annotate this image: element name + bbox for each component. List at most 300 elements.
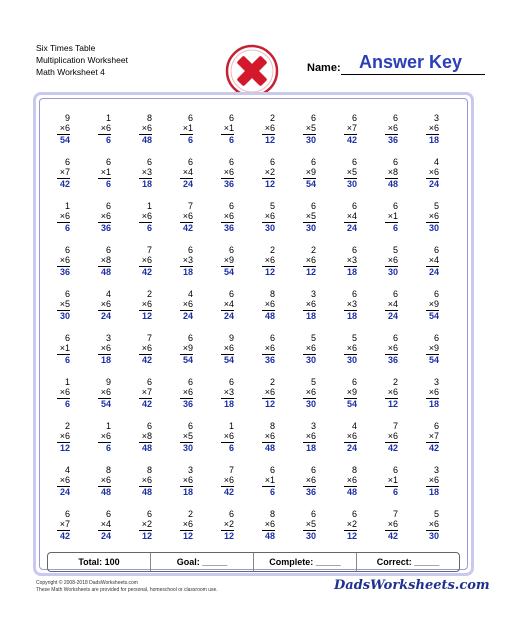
multiplicand: 8 bbox=[105, 465, 111, 475]
multiplicand: 4 bbox=[187, 289, 193, 299]
problem-row bbox=[41, 157, 451, 201]
multiplicand: 6 bbox=[392, 201, 398, 211]
multiplicand: 9 bbox=[64, 113, 70, 123]
problem-row bbox=[41, 377, 451, 421]
problem bbox=[328, 113, 369, 157]
multiplicand: 6 bbox=[228, 201, 234, 211]
multiplicand: 4 bbox=[433, 157, 439, 167]
problem bbox=[328, 333, 369, 377]
problem bbox=[246, 509, 287, 553]
answer: 42 bbox=[223, 487, 234, 497]
total-cell: Total: 100 bbox=[48, 553, 151, 571]
problem bbox=[287, 465, 328, 509]
multiplicand: 6 bbox=[310, 113, 316, 123]
problem bbox=[123, 377, 164, 421]
multiplicand: 6 bbox=[64, 157, 70, 167]
answer: 6 bbox=[269, 487, 275, 497]
multiplicand: 1 bbox=[105, 113, 111, 123]
brand-logo: DadsWorksheets.com bbox=[334, 578, 490, 593]
multiplier: ×2 bbox=[141, 519, 152, 529]
problem bbox=[123, 113, 164, 157]
multiplier: ×3 bbox=[223, 387, 234, 397]
answer: 6 bbox=[64, 399, 70, 409]
problem bbox=[41, 245, 82, 289]
answer: 54 bbox=[100, 399, 111, 409]
multiplier: ×6 bbox=[387, 519, 398, 529]
problem bbox=[205, 245, 246, 289]
answer: 30 bbox=[305, 399, 316, 409]
problem bbox=[82, 421, 123, 465]
multiplicand: 6 bbox=[392, 465, 398, 475]
problem bbox=[246, 113, 287, 157]
multiplicand: 6 bbox=[351, 289, 357, 299]
multiplicand: 6 bbox=[269, 333, 275, 343]
answer: 6 bbox=[105, 179, 111, 189]
multiplier: ×6 bbox=[182, 475, 193, 485]
answer: 42 bbox=[141, 355, 152, 365]
multiplicand: 6 bbox=[146, 377, 152, 387]
multiplier: ×8 bbox=[387, 167, 398, 177]
problem bbox=[82, 245, 123, 289]
answer: 18 bbox=[223, 399, 234, 409]
problem bbox=[41, 289, 82, 333]
answer: 48 bbox=[264, 311, 275, 321]
problem bbox=[205, 113, 246, 157]
copyright-notice bbox=[36, 580, 218, 594]
problem bbox=[410, 289, 451, 333]
answer: 30 bbox=[305, 223, 316, 233]
problem bbox=[164, 289, 205, 333]
multiplicand: 7 bbox=[146, 245, 152, 255]
multiplicand: 6 bbox=[228, 509, 234, 519]
multiplicand: 9 bbox=[228, 333, 234, 343]
name-underline bbox=[341, 74, 485, 75]
multiplier: ×6 bbox=[264, 387, 275, 397]
multiplicand: 5 bbox=[269, 201, 275, 211]
answer: 6 bbox=[64, 355, 70, 365]
multiplicand: 6 bbox=[228, 157, 234, 167]
multiplier: ×6 bbox=[387, 123, 398, 133]
multiplicand: 6 bbox=[269, 157, 275, 167]
multiplier: ×6 bbox=[264, 255, 275, 265]
answer: 18 bbox=[428, 135, 439, 145]
problem bbox=[164, 421, 205, 465]
problem bbox=[164, 465, 205, 509]
answer: 12 bbox=[264, 179, 275, 189]
multiplicand: 5 bbox=[433, 509, 439, 519]
answer: 54 bbox=[182, 355, 193, 365]
multiplicand: 8 bbox=[269, 509, 275, 519]
answer: 18 bbox=[182, 487, 193, 497]
multiplicand: 6 bbox=[351, 201, 357, 211]
problem bbox=[328, 377, 369, 421]
multiplicand: 6 bbox=[433, 289, 439, 299]
multiplicand: 5 bbox=[310, 333, 316, 343]
problem bbox=[205, 509, 246, 553]
usage-line: These Math Worksheets are provided for personal, homeschool or classroom use. bbox=[36, 587, 218, 593]
multiplier: ×2 bbox=[346, 519, 357, 529]
multiplier: ×4 bbox=[182, 167, 193, 177]
multiplier: ×6 bbox=[100, 299, 111, 309]
multiplicand: 6 bbox=[351, 113, 357, 123]
multiplicand: 1 bbox=[146, 201, 152, 211]
multiplier: ×6 bbox=[264, 519, 275, 529]
answer: 42 bbox=[141, 267, 152, 277]
problem bbox=[205, 377, 246, 421]
multiplicand: 6 bbox=[187, 421, 193, 431]
problem bbox=[41, 113, 82, 157]
problem bbox=[328, 509, 369, 553]
multiplier: ×6 bbox=[428, 167, 439, 177]
answer: 24 bbox=[223, 311, 234, 321]
multiplicand: 6 bbox=[187, 377, 193, 387]
multiplier: ×1 bbox=[59, 343, 70, 353]
problem bbox=[410, 465, 451, 509]
multiplier: ×6 bbox=[305, 255, 316, 265]
multiplier: ×9 bbox=[346, 387, 357, 397]
multiplicand: 6 bbox=[105, 509, 111, 519]
problem bbox=[328, 245, 369, 289]
answer: 18 bbox=[428, 399, 439, 409]
problem bbox=[164, 201, 205, 245]
multiplier: ×6 bbox=[305, 299, 316, 309]
answer: 24 bbox=[100, 311, 111, 321]
answer: 12 bbox=[264, 135, 275, 145]
multiplier: ×6 bbox=[428, 387, 439, 397]
multiplier: ×1 bbox=[223, 123, 234, 133]
multiplier: ×6 bbox=[182, 519, 193, 529]
multiplier: ×1 bbox=[387, 475, 398, 485]
multiplicand: 4 bbox=[351, 421, 357, 431]
answer: 24 bbox=[182, 179, 193, 189]
multiplier: ×6 bbox=[141, 475, 152, 485]
multiplicand: 5 bbox=[310, 377, 316, 387]
problem bbox=[41, 377, 82, 421]
answer: 24 bbox=[428, 267, 439, 277]
problem bbox=[41, 333, 82, 377]
answer: 36 bbox=[387, 355, 398, 365]
problem bbox=[410, 509, 451, 553]
answer: 36 bbox=[223, 179, 234, 189]
multiplicand: 1 bbox=[64, 201, 70, 211]
problem bbox=[41, 465, 82, 509]
multiplicand: 5 bbox=[392, 245, 398, 255]
problem bbox=[246, 157, 287, 201]
problem bbox=[369, 201, 410, 245]
problem bbox=[205, 157, 246, 201]
header-text bbox=[36, 42, 128, 78]
multiplicand: 4 bbox=[105, 289, 111, 299]
multiplier: ×4 bbox=[100, 519, 111, 529]
multiplier: ×3 bbox=[141, 167, 152, 177]
multiplicand: 7 bbox=[228, 465, 234, 475]
problem bbox=[287, 201, 328, 245]
answer: 12 bbox=[59, 443, 70, 453]
multiplier: ×6 bbox=[305, 431, 316, 441]
multiplicand: 4 bbox=[64, 465, 70, 475]
problem-row bbox=[41, 333, 451, 377]
multiplier: ×7 bbox=[59, 167, 70, 177]
multiplier: ×6 bbox=[264, 123, 275, 133]
multiplicand: 6 bbox=[310, 201, 316, 211]
multiplier: ×8 bbox=[141, 431, 152, 441]
answer: 12 bbox=[182, 531, 193, 541]
answer: 6 bbox=[105, 135, 111, 145]
problem bbox=[410, 333, 451, 377]
multiplier: ×6 bbox=[387, 343, 398, 353]
answer: 30 bbox=[346, 179, 357, 189]
problem bbox=[369, 245, 410, 289]
problem bbox=[164, 157, 205, 201]
multiplier: ×5 bbox=[346, 167, 357, 177]
problem bbox=[164, 377, 205, 421]
multiplicand: 3 bbox=[187, 465, 193, 475]
problem bbox=[205, 465, 246, 509]
answer: 30 bbox=[59, 311, 70, 321]
problem bbox=[287, 289, 328, 333]
multiplier: ×6 bbox=[305, 387, 316, 397]
problem bbox=[410, 157, 451, 201]
worksheet-title: Six Times Table bbox=[36, 43, 96, 53]
problem bbox=[164, 113, 205, 157]
multiplier: ×6 bbox=[428, 211, 439, 221]
answer: 18 bbox=[100, 355, 111, 365]
answer: 12 bbox=[305, 267, 316, 277]
multiplier: ×6 bbox=[141, 123, 152, 133]
multiplicand: 8 bbox=[269, 289, 275, 299]
multiplier: ×6 bbox=[346, 343, 357, 353]
multiplier: ×4 bbox=[346, 211, 357, 221]
problem bbox=[369, 157, 410, 201]
multiplier: ×6 bbox=[100, 431, 111, 441]
answer: 42 bbox=[182, 223, 193, 233]
problem bbox=[246, 377, 287, 421]
multiplier: ×5 bbox=[182, 431, 193, 441]
problem bbox=[41, 421, 82, 465]
multiplicand: 6 bbox=[64, 509, 70, 519]
copyright-line: Copyright © 2008-2018 DadsWorksheets.com bbox=[36, 580, 138, 586]
multiplier: ×6 bbox=[387, 255, 398, 265]
multiplier: ×1 bbox=[264, 475, 275, 485]
multiplicand: 1 bbox=[228, 421, 234, 431]
answer: 30 bbox=[264, 223, 275, 233]
multiplicand: 2 bbox=[64, 421, 70, 431]
multiplier: ×6 bbox=[141, 299, 152, 309]
problem bbox=[41, 157, 82, 201]
multiplier: ×3 bbox=[182, 255, 193, 265]
multiplier: ×4 bbox=[387, 299, 398, 309]
multiplier: ×6 bbox=[346, 475, 357, 485]
problem bbox=[246, 289, 287, 333]
multiplier: ×7 bbox=[141, 387, 152, 397]
problem bbox=[205, 201, 246, 245]
multiplier: ×6 bbox=[223, 343, 234, 353]
multiplicand: 6 bbox=[433, 421, 439, 431]
answer: 24 bbox=[346, 443, 357, 453]
answer: 12 bbox=[346, 531, 357, 541]
multiplicand: 6 bbox=[351, 245, 357, 255]
multiplier: ×6 bbox=[100, 211, 111, 221]
multiplier: ×6 bbox=[223, 431, 234, 441]
problem bbox=[328, 421, 369, 465]
multiplicand: 6 bbox=[310, 157, 316, 167]
problem bbox=[328, 157, 369, 201]
multiplicand: 7 bbox=[392, 421, 398, 431]
problem bbox=[328, 201, 369, 245]
red-x-icon bbox=[225, 44, 279, 98]
problem-row bbox=[41, 289, 451, 333]
answer: 54 bbox=[346, 399, 357, 409]
answer: 18 bbox=[305, 311, 316, 321]
multiplicand: 7 bbox=[146, 333, 152, 343]
multiplier: ×9 bbox=[428, 343, 439, 353]
answer: 54 bbox=[305, 179, 316, 189]
answer: 12 bbox=[264, 267, 275, 277]
answer: 30 bbox=[346, 355, 357, 365]
multiplier: ×9 bbox=[223, 255, 234, 265]
answer: 6 bbox=[64, 223, 70, 233]
answer: 30 bbox=[428, 223, 439, 233]
multiplicand: 7 bbox=[392, 509, 398, 519]
multiplicand: 6 bbox=[392, 333, 398, 343]
multiplier: ×1 bbox=[182, 123, 193, 133]
multiplier: ×6 bbox=[59, 211, 70, 221]
problem bbox=[82, 333, 123, 377]
answer: 30 bbox=[305, 531, 316, 541]
multiplicand: 7 bbox=[187, 201, 193, 211]
answer: 24 bbox=[59, 487, 70, 497]
problem bbox=[369, 113, 410, 157]
problem bbox=[123, 333, 164, 377]
problem bbox=[410, 377, 451, 421]
answer: 54 bbox=[59, 135, 70, 145]
answer: 48 bbox=[387, 179, 398, 189]
multiplicand: 2 bbox=[392, 377, 398, 387]
problem bbox=[205, 421, 246, 465]
answer: 6 bbox=[228, 443, 234, 453]
problem bbox=[82, 201, 123, 245]
answer: 24 bbox=[346, 223, 357, 233]
answer: 36 bbox=[100, 223, 111, 233]
multiplicand: 6 bbox=[105, 157, 111, 167]
multiplicand: 6 bbox=[269, 465, 275, 475]
answer: 42 bbox=[387, 531, 398, 541]
multiplicand: 1 bbox=[64, 377, 70, 387]
answer: 48 bbox=[141, 443, 152, 453]
answer: 6 bbox=[228, 135, 234, 145]
multiplicand: 6 bbox=[146, 509, 152, 519]
problem bbox=[123, 157, 164, 201]
answer: 12 bbox=[141, 311, 152, 321]
multiplicand: 8 bbox=[146, 465, 152, 475]
problem bbox=[410, 245, 451, 289]
multiplier: ×7 bbox=[59, 519, 70, 529]
multiplier: ×5 bbox=[59, 299, 70, 309]
multiplicand: 3 bbox=[433, 377, 439, 387]
multiplicand: 6 bbox=[392, 157, 398, 167]
multiplicand: 6 bbox=[228, 377, 234, 387]
multiplier: ×6 bbox=[182, 211, 193, 221]
problem bbox=[410, 113, 451, 157]
problem bbox=[287, 113, 328, 157]
multiplicand: 6 bbox=[187, 113, 193, 123]
multiplier: ×3 bbox=[346, 255, 357, 265]
multiplicand: 6 bbox=[228, 289, 234, 299]
problem bbox=[287, 509, 328, 553]
name-label: Name: bbox=[307, 62, 341, 74]
multiplier: ×6 bbox=[141, 255, 152, 265]
answer: 42 bbox=[141, 399, 152, 409]
problem bbox=[205, 289, 246, 333]
problem bbox=[123, 465, 164, 509]
multiplier: ×6 bbox=[100, 343, 111, 353]
multiplicand: 6 bbox=[146, 157, 152, 167]
multiplier: ×6 bbox=[387, 431, 398, 441]
problem bbox=[164, 509, 205, 553]
answer: 42 bbox=[59, 531, 70, 541]
multiplicand: 6 bbox=[433, 245, 439, 255]
multiplier: ×6 bbox=[59, 255, 70, 265]
answer: 24 bbox=[182, 311, 193, 321]
multiplier: ×6 bbox=[305, 475, 316, 485]
problem bbox=[82, 289, 123, 333]
answer: 36 bbox=[59, 267, 70, 277]
multiplier: ×6 bbox=[346, 431, 357, 441]
multiplier: ×6 bbox=[182, 387, 193, 397]
answer: 24 bbox=[387, 311, 398, 321]
answer: 48 bbox=[264, 443, 275, 453]
answer: 18 bbox=[182, 267, 193, 277]
problem bbox=[246, 333, 287, 377]
answer: 42 bbox=[346, 135, 357, 145]
answer: 12 bbox=[223, 531, 234, 541]
problem bbox=[123, 509, 164, 553]
multiplicand: 2 bbox=[146, 289, 152, 299]
multiplier: ×6 bbox=[59, 123, 70, 133]
multiplicand: 8 bbox=[146, 113, 152, 123]
answer: 54 bbox=[223, 267, 234, 277]
multiplicand: 6 bbox=[64, 245, 70, 255]
multiplier: ×3 bbox=[346, 299, 357, 309]
multiplier: ×8 bbox=[100, 255, 111, 265]
answer: 42 bbox=[428, 443, 439, 453]
multiplicand: 6 bbox=[187, 157, 193, 167]
answer: 30 bbox=[387, 267, 398, 277]
multiplicand: 6 bbox=[351, 157, 357, 167]
multiplicand: 6 bbox=[351, 377, 357, 387]
multiplicand: 6 bbox=[187, 245, 193, 255]
problem bbox=[287, 245, 328, 289]
multiplier: ×6 bbox=[264, 431, 275, 441]
problem bbox=[123, 289, 164, 333]
answer: 30 bbox=[305, 355, 316, 365]
multiplicand: 6 bbox=[146, 421, 152, 431]
answer: 42 bbox=[387, 443, 398, 453]
problem bbox=[369, 333, 410, 377]
answer: 12 bbox=[387, 399, 398, 409]
multiplier: ×1 bbox=[100, 167, 111, 177]
answer: 48 bbox=[100, 487, 111, 497]
answer: 6 bbox=[105, 443, 111, 453]
worksheet-subtitle: Multiplication Worksheet bbox=[36, 55, 128, 65]
problem bbox=[123, 245, 164, 289]
answer: 6 bbox=[187, 135, 193, 145]
multiplicand: 8 bbox=[351, 465, 357, 475]
answer: 6 bbox=[392, 487, 398, 497]
multiplicand: 6 bbox=[351, 509, 357, 519]
multiplier: ×6 bbox=[428, 123, 439, 133]
complete-cell: Complete: _____ bbox=[254, 553, 357, 571]
